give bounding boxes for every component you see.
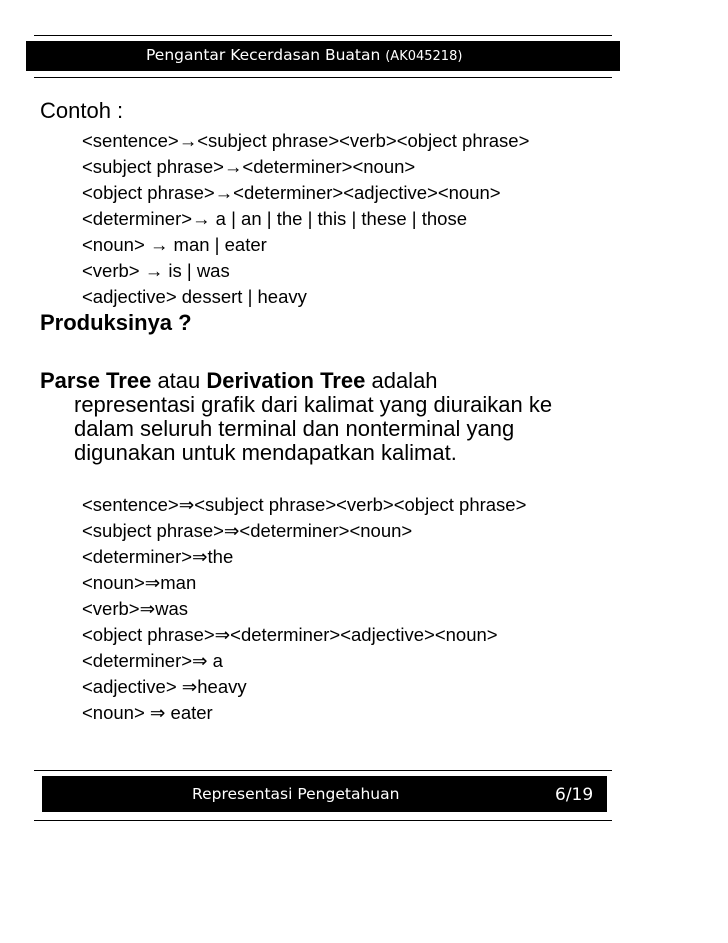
definition-line-2: representasi grafik dari kalimat yang diuraikan ke xyxy=(74,392,553,417)
header-title xyxy=(146,46,462,64)
derivation-step: <sentence>⇒<subject phrase><verb><object phrase> xyxy=(82,494,527,515)
definition-line-1 xyxy=(40,368,438,393)
grammar-rule: <subject phrase>→<determiner><noun> xyxy=(82,156,416,177)
grammar-rule: <sentence>→<subject phrase><verb><object phrase> xyxy=(82,130,530,151)
derivation-step: <verb>⇒was xyxy=(82,598,188,619)
definition-line-4: digunakan untuk mendapatkan kalimat. xyxy=(74,440,457,465)
derivation-step: <subject phrase>⇒<determiner><noun> xyxy=(82,520,413,541)
grammar-rule: <verb> → is | was xyxy=(82,260,230,281)
connector-atau: atau xyxy=(157,368,201,393)
grammar-rule: <noun> → man | eater xyxy=(82,234,267,255)
derivation-step: <determiner>⇒ a xyxy=(82,650,223,671)
definition-line-3: dalam seluruh terminal dan nonterminal yang xyxy=(74,416,515,441)
footer-title: Representasi Pengetahuan xyxy=(192,785,400,803)
header-band xyxy=(26,41,620,71)
derivation-step: <object phrase>⇒<determiner><adjective><noun> xyxy=(82,624,498,645)
header-bottom-rule xyxy=(34,77,612,78)
footer-band xyxy=(42,776,607,812)
page-number: 6/19 xyxy=(555,785,594,805)
derivation-step: <adjective> ⇒heavy xyxy=(82,676,247,697)
footer-top-rule xyxy=(34,770,612,771)
term-derivation-tree: Derivation Tree xyxy=(206,368,366,393)
derivation-step: <determiner>⇒the xyxy=(82,546,234,567)
grammar-rule: <object phrase>→<determiner><adjective><noun> xyxy=(82,182,501,203)
grammar-rule: <determiner>→ a | an | the | this | these | those xyxy=(82,208,467,229)
header-title-text: Pengantar Kecerdasan Buatan xyxy=(146,46,381,64)
contoh-label: Contoh : xyxy=(40,98,124,123)
derivation-step: <noun>⇒man xyxy=(82,572,197,593)
header-course-code: (AK045218) xyxy=(385,49,463,64)
derivation-step: <noun> ⇒ eater xyxy=(82,702,213,723)
definition-line1-rest: adalah xyxy=(371,368,438,393)
header-top-rule xyxy=(34,35,612,36)
footer-bottom-rule xyxy=(34,820,612,821)
grammar-rule: <adjective> dessert | heavy xyxy=(82,286,307,307)
produksi-heading: Produksinya ? xyxy=(40,310,192,335)
term-parse-tree: Parse Tree xyxy=(40,368,152,393)
